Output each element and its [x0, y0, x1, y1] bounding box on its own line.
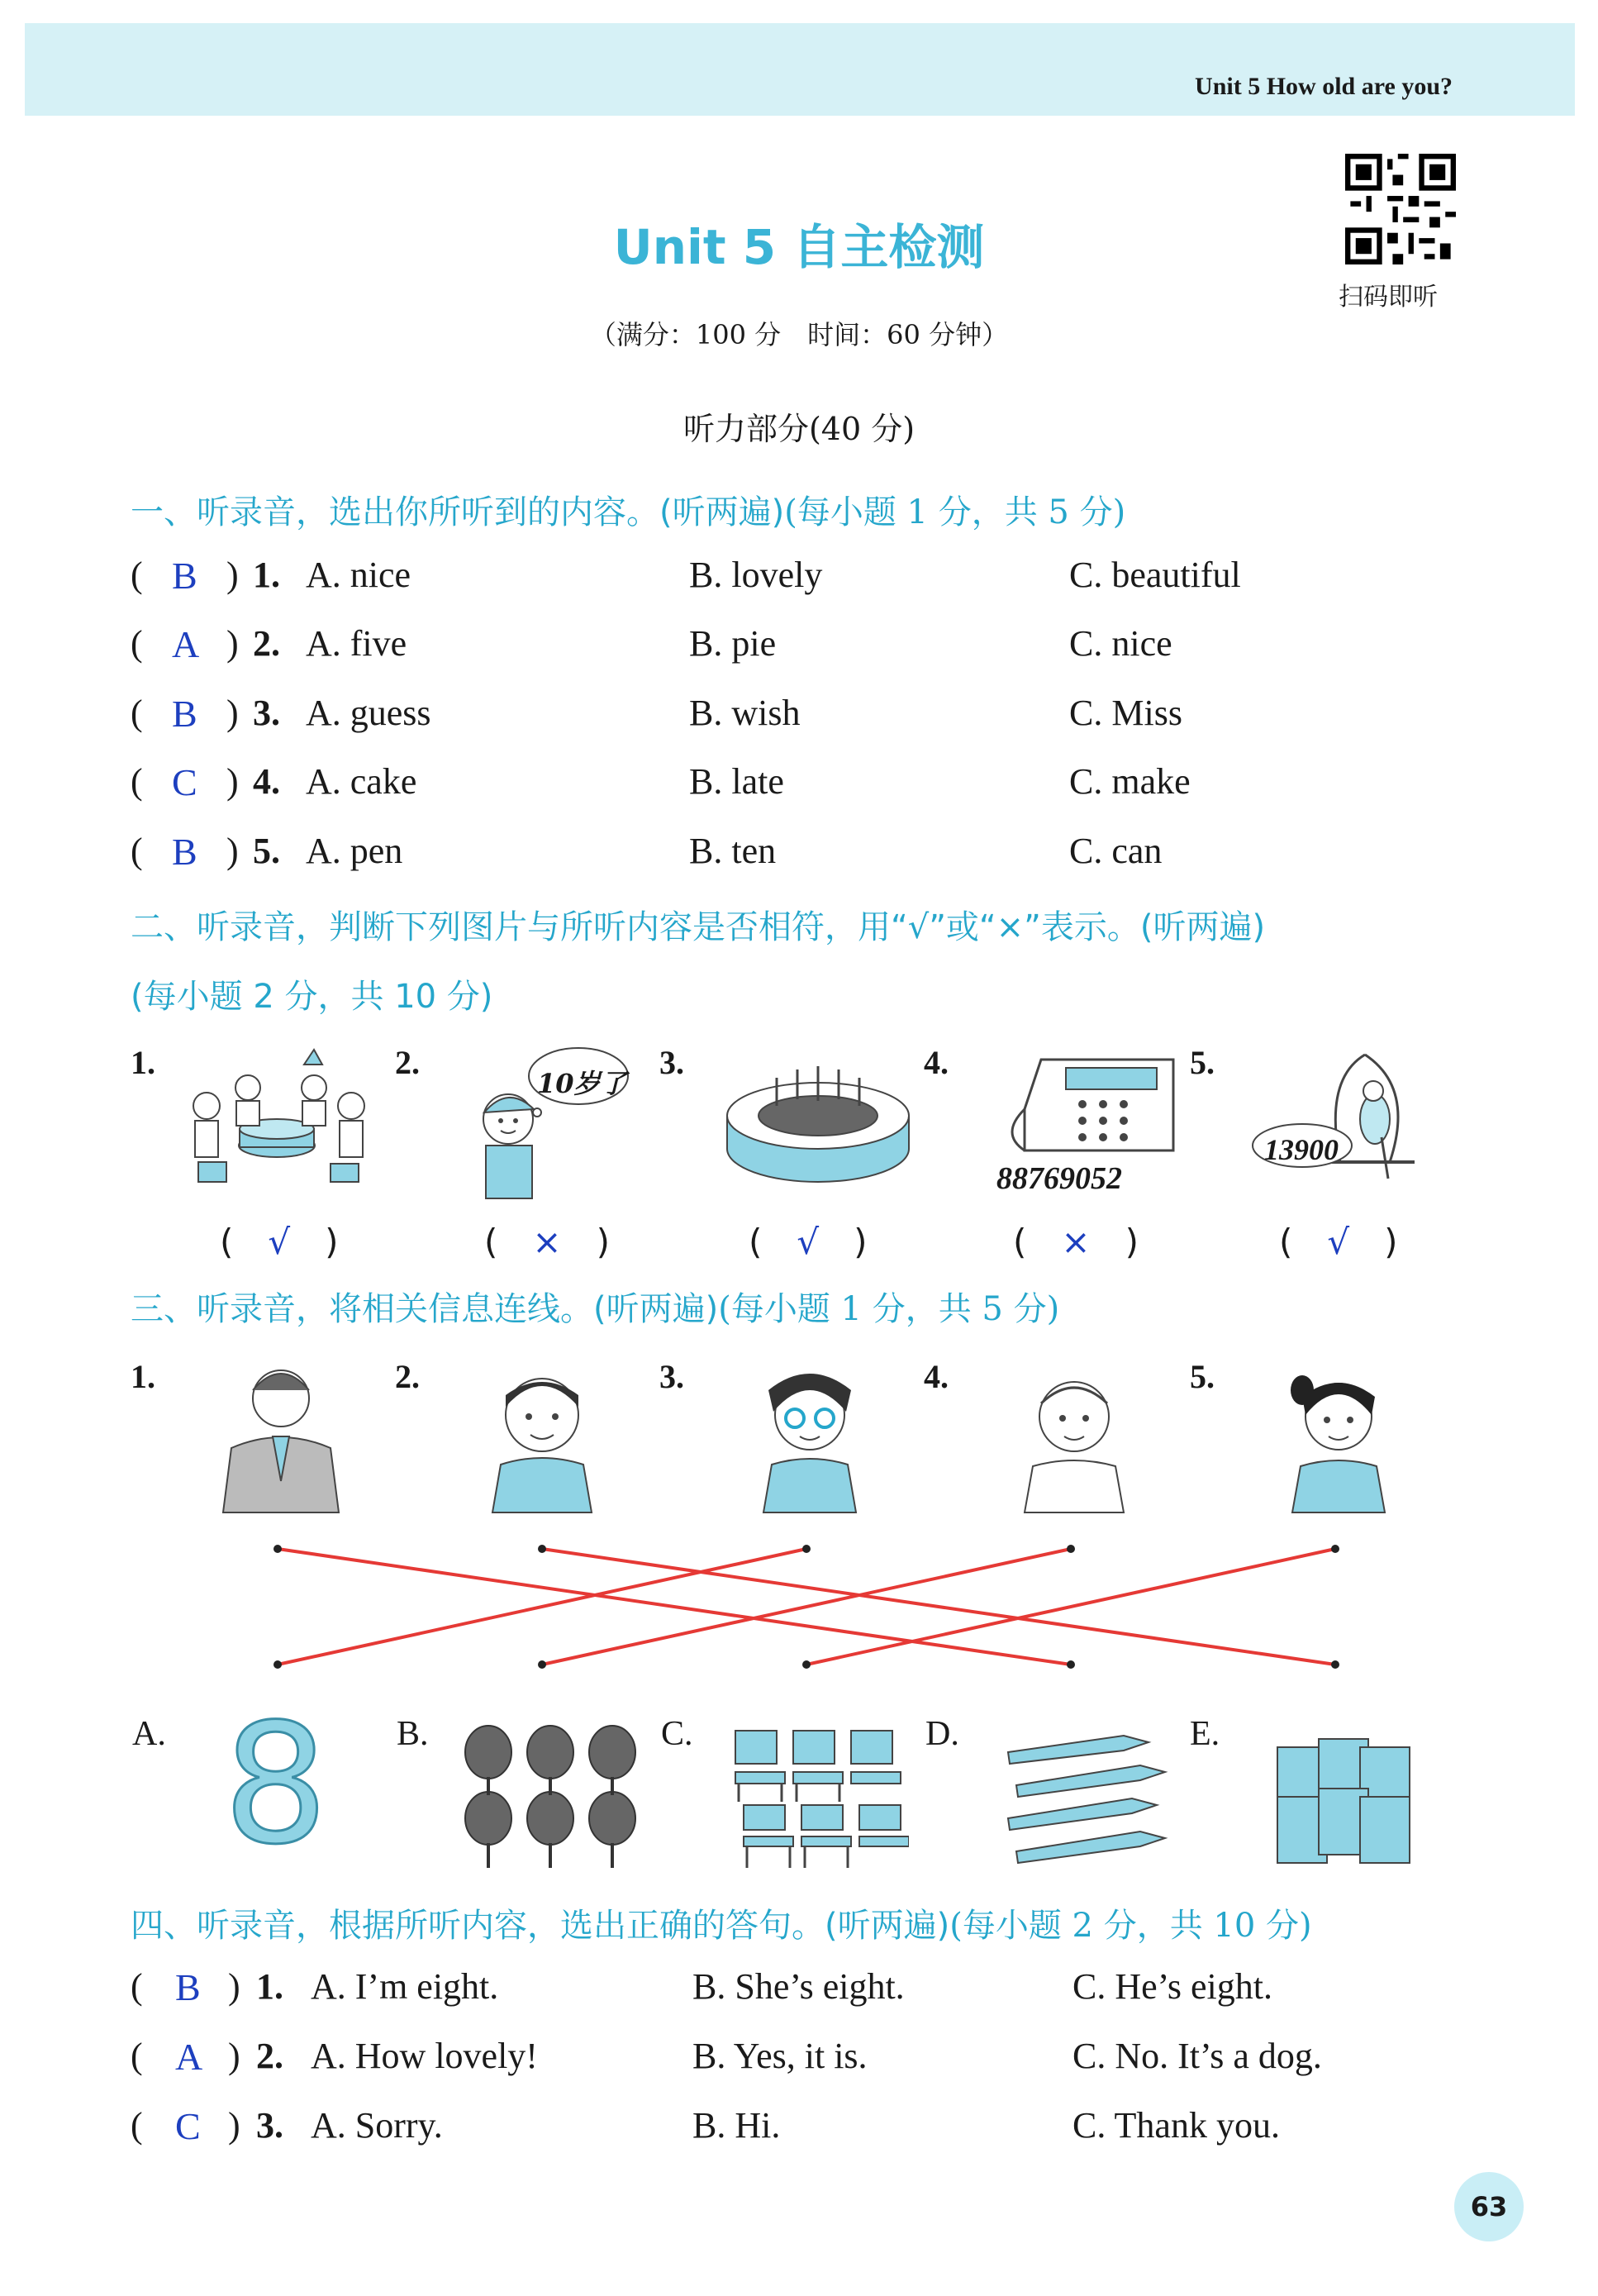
option-c: C. Thank you. — [1072, 2105, 1280, 2146]
section3-title: 三、听录音，将相关信息连线。(听两遍) — [131, 1290, 719, 1328]
question-number: 4. — [253, 761, 280, 802]
option-a: A. Sorry. — [311, 2105, 443, 2146]
answer-paren: ) — [226, 693, 239, 733]
option-letter: E. — [1190, 1715, 1220, 1753]
option-c: C. beautiful — [1069, 555, 1241, 595]
answer-paren: ) — [226, 761, 239, 802]
girl-with-glasses-illustration — [735, 1357, 884, 1514]
header-band — [25, 23, 1575, 116]
answer-value[interactable]: B — [172, 831, 197, 873]
phone-number-text: 88769052 — [996, 1161, 1122, 1196]
answer-value[interactable]: A — [175, 2036, 203, 2078]
question-number: 3. — [256, 2105, 283, 2146]
parrot-tag-text: 13900 — [1264, 1133, 1339, 1166]
books-illustration — [1269, 1722, 1426, 1871]
qr-caption: 扫码即听 — [1339, 283, 1438, 312]
answer-paren: ( — [131, 2036, 143, 2076]
mark-value: × — [1061, 1222, 1091, 1262]
option-b: B. late — [689, 761, 784, 802]
option-letter: B. — [397, 1715, 429, 1753]
mark-value: × — [532, 1222, 562, 1262]
answer-value[interactable]: C — [172, 761, 197, 803]
mark-value: √ — [797, 1222, 820, 1262]
option-c: C. He’s eight. — [1072, 1966, 1272, 2007]
answer-value[interactable]: B — [175, 1966, 201, 2008]
match-line — [278, 1549, 806, 1665]
option-b: B. lovely — [689, 555, 823, 595]
question-number: 2. — [253, 623, 280, 664]
section3-points: (每小题 1 分，共 5 分) — [718, 1290, 1060, 1328]
option-letter: A. — [132, 1715, 166, 1753]
answer-paren: ) — [226, 623, 239, 664]
answer-paren: ( — [131, 2105, 143, 2146]
option-b: B. ten — [689, 831, 777, 871]
option-c: C. No. It’s a dog. — [1072, 2036, 1322, 2076]
trees-illustration — [459, 1719, 641, 1876]
option-c: C. nice — [1069, 623, 1172, 664]
judgment-mark[interactable]: ( √ ) — [220, 1222, 339, 1262]
judgment-mark[interactable]: ( × ) — [484, 1222, 610, 1262]
listening-heading: 听力部分(40 分) — [682, 411, 916, 447]
answer-value[interactable]: B — [172, 693, 197, 735]
option-a: A. How lovely! — [311, 2036, 538, 2076]
chairs-illustration — [727, 1722, 909, 1871]
option-a: A. I’m eight. — [311, 1966, 499, 2007]
parrot-illustration — [1249, 1038, 1431, 1212]
option-b: B. pie — [689, 623, 777, 664]
answer-paren: ) — [228, 2105, 240, 2146]
speech-bubble-text: 10岁了 — [537, 1068, 627, 1099]
telephone-illustration — [992, 1043, 1190, 1175]
man-in-suit-illustration — [207, 1357, 355, 1514]
boy-illustration — [468, 1357, 616, 1514]
section1-title: 一、听录音，选出你所听到的内容。(听两遍) — [131, 493, 785, 531]
mark-value: √ — [268, 1222, 291, 1262]
section1-heading — [131, 486, 1125, 533]
question-number: 5. — [253, 831, 280, 871]
question-number: 3. — [253, 693, 280, 733]
judgment-mark[interactable]: ( √ ) — [749, 1222, 868, 1262]
cake-illustration — [719, 1058, 917, 1190]
person-number: 2. — [395, 1358, 420, 1395]
page-number: 63 — [1454, 2172, 1524, 2241]
match-line — [806, 1549, 1335, 1665]
answer-paren: ( — [131, 555, 143, 595]
answer-paren: ) — [226, 831, 239, 871]
digit-eight-illustration: 8 — [223, 1689, 329, 1881]
picture-number: 3. — [659, 1044, 684, 1081]
option-a: A. nice — [306, 555, 411, 595]
girl-ponytail-illustration — [1264, 1357, 1413, 1514]
person-number: 3. — [659, 1358, 684, 1395]
answer-value[interactable]: A — [172, 623, 200, 665]
match-line — [542, 1549, 1335, 1665]
section3-heading — [131, 1283, 1059, 1330]
picture-number: 1. — [131, 1044, 155, 1081]
mark-value: √ — [1327, 1222, 1350, 1262]
answer-paren: ( — [131, 693, 143, 733]
boy-smiling-illustration — [1000, 1357, 1149, 1514]
answer-paren: ) — [228, 1966, 240, 2007]
option-a: A. five — [306, 623, 407, 664]
section4-heading — [131, 1899, 1312, 1946]
picture-number: 5. — [1190, 1044, 1215, 1081]
judgment-mark[interactable]: ( √ ) — [1279, 1222, 1398, 1262]
person-number: 5. — [1190, 1358, 1215, 1395]
answer-value[interactable]: B — [172, 555, 197, 597]
answer-paren: ) — [228, 2036, 240, 2076]
question-number: 1. — [256, 1966, 283, 2007]
pencils-illustration — [1000, 1727, 1182, 1868]
option-a: A. cake — [306, 761, 417, 802]
option-a: A. guess — [306, 693, 431, 733]
section4-points: (每小题 2 分，共 10 分) — [949, 1907, 1312, 1945]
option-c: C. can — [1069, 831, 1163, 871]
picture-number: 2. — [395, 1044, 420, 1081]
unit-label: Unit 5 How old are you? — [1195, 73, 1453, 100]
section2-heading: 二、听录音，判断下列图片与所听内容是否相符，用“√”或“×”表示。(听两遍) — [131, 908, 1266, 946]
answer-paren: ( — [131, 831, 143, 871]
option-letter: D. — [925, 1715, 959, 1753]
answer-paren: ( — [131, 623, 143, 664]
match-line — [278, 1549, 1071, 1665]
answer-paren: ) — [226, 555, 239, 595]
option-a: A. pen — [306, 831, 403, 871]
answer-value[interactable]: C — [175, 2105, 201, 2147]
question-number: 2. — [256, 2036, 283, 2076]
option-b: B. Hi. — [692, 2105, 781, 2146]
section4-title: 四、听录音，根据所听内容，选出正确的答句。(听两遍) — [131, 1907, 950, 1945]
section2-points: (每小题 2 分，共 10 分) — [131, 978, 493, 1016]
answer-paren: ( — [131, 1966, 143, 2007]
score-line: （满分：100 分 时间：60 分钟） — [589, 319, 1009, 350]
option-b: B. She’s eight. — [692, 1966, 905, 2007]
judgment-mark[interactable]: ( × ) — [1013, 1222, 1139, 1262]
match-line — [542, 1549, 1071, 1665]
option-b: B. wish — [689, 693, 801, 733]
option-c: C. Miss — [1069, 693, 1182, 733]
question-number: 1. — [253, 555, 280, 595]
picture-number: 4. — [924, 1044, 949, 1081]
person-number: 1. — [131, 1358, 155, 1395]
section1-points: (每小题 1 分，共 5 分) — [784, 493, 1126, 531]
birthday-party-illustration — [182, 1048, 372, 1197]
person-number: 4. — [924, 1358, 949, 1395]
option-b: B. Yes, it is. — [692, 2036, 868, 2076]
option-letter: C. — [661, 1715, 693, 1753]
option-c: C. make — [1069, 761, 1191, 802]
answer-paren: ( — [131, 761, 143, 802]
page-title: Unit 5 自主检测 — [613, 219, 985, 275]
